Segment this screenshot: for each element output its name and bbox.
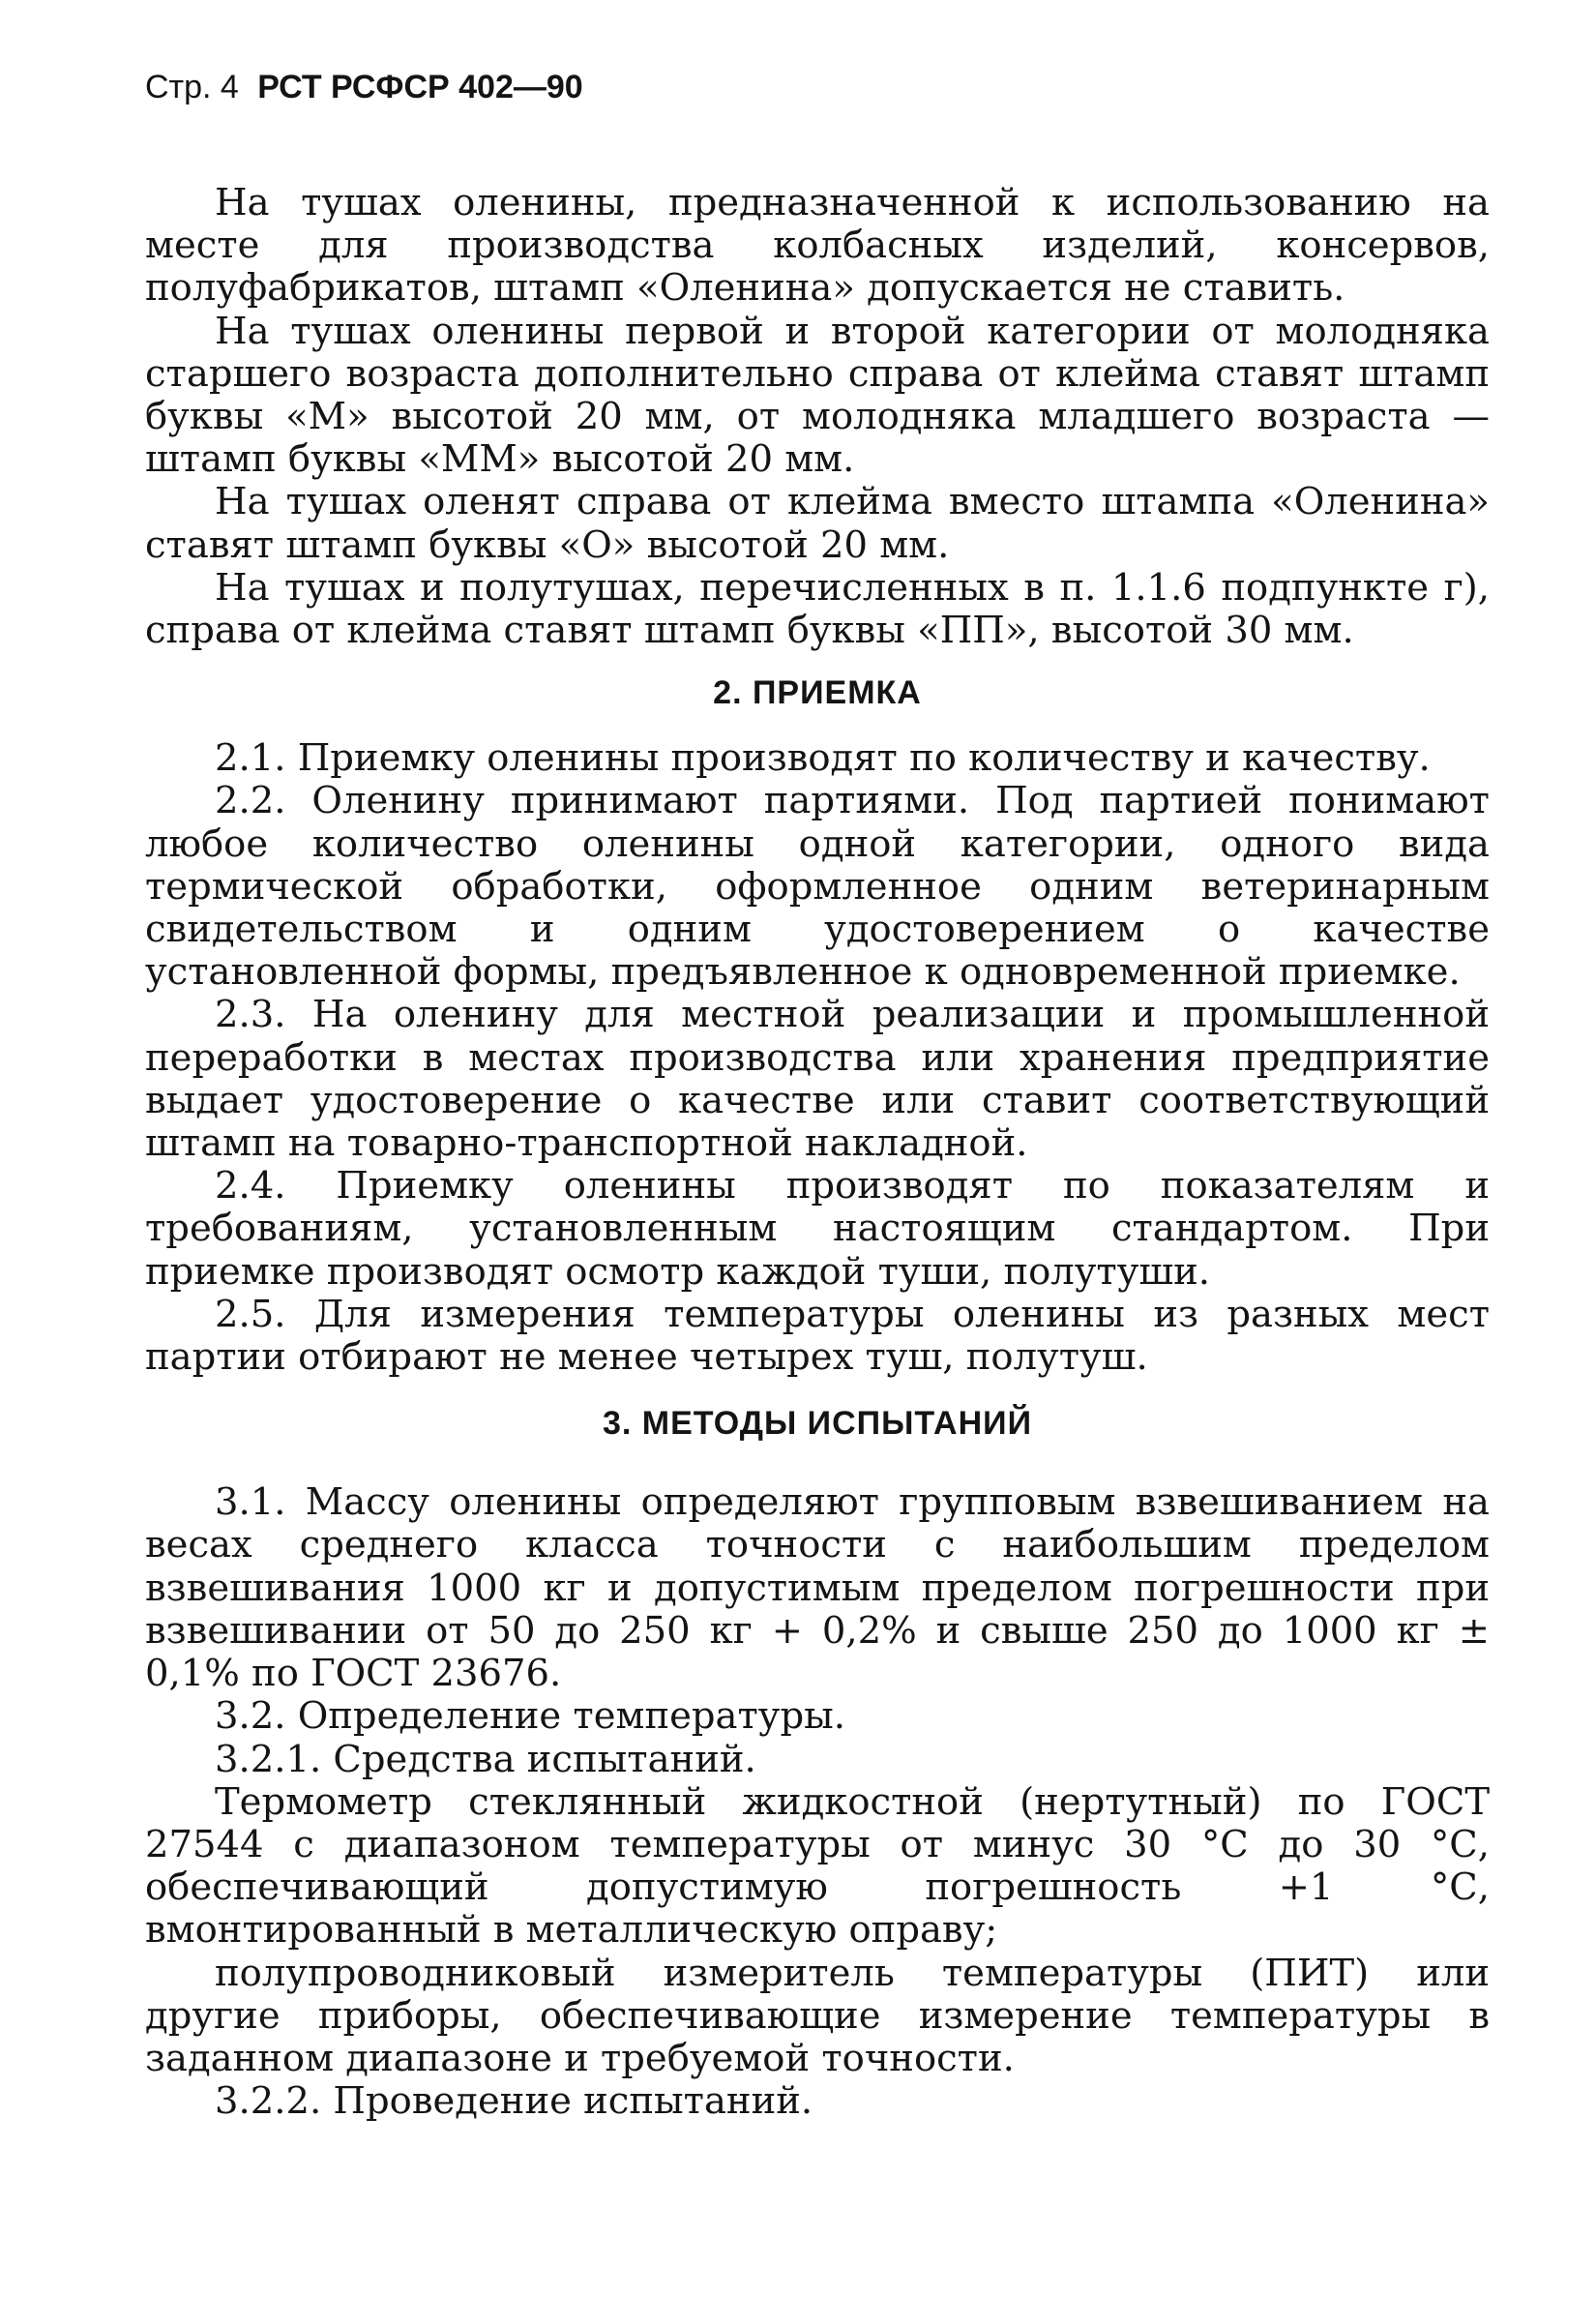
paragraph-deer-stamp-note: На тушах оленины, предназначенной к использованию на месте для производства колбасных изделий, консервов, полуфабрикатов, штамп «Оленина» допускается не ставить.	[145, 181, 1490, 311]
document-page	[145, 68, 1490, 2123]
intro-block	[145, 182, 1490, 652]
thermometer-description: Термометр стеклянный жидкостной (нертутный) по ГОСТ 27544 с диапазоном температуры от минус 30 °С до 30 °С, обеспечивающий допустимую погрешность +1 °С, вмонтированный в металлическую оправу;	[145, 1779, 1490, 1953]
section-2-title: 2. ПРИЕМКА	[713, 674, 922, 712]
clause-2-2: 2.2. Оленину принимают партиями. Под партией понимают любое количество оленины одной категории, одного вида термической обработки, оформленное одним ветеринарным свидетельством и одним удостоверением о качестве установленной формы, предъявленное к одновременной приемке.	[145, 779, 1490, 995]
section-3-body	[145, 1481, 1490, 2123]
clause-3-1: 3.1. Массу оленины определяют групповым взвешиванием на весах среднего класса точности с наибольшим пределом взвешивания 1000 кг и допустимым пределом погрешности при взвешивании от 50 до 250 кг + 0,2% и свыше 250 до 1000 кг ± 0,1% по ГОСТ 23676.	[145, 1480, 1490, 1696]
page-header	[145, 68, 1490, 106]
section-2-body	[145, 737, 1490, 1379]
paragraph-pp-stamp: На тушах и полутушах, перечисленных в п. 1.1.6 подпункте г), справа от клейма ставят штамп буквы «ПП», высотой 30 мм.	[145, 565, 1490, 653]
clause-2-5: 2.5. Для измерения температуры оленины из разных мест партии отбирают не менее четырех туш, полутуш.	[145, 1292, 1490, 1380]
clause-3-2-2: 3.2.2. Проведение испытаний.	[215, 2079, 813, 2124]
paragraph-young-stamp: На тушах оленины первой и второй категории от молодняка старшего возраста дополнительно справа от клейма ставят штамп буквы «М» высотой 20 мм, от молодняка младшего возраста — штамп буквы «ММ» высотой 20 мм.	[145, 309, 1490, 482]
page-number-label: Стр. 4	[145, 69, 239, 105]
clause-3-2: 3.2. Определение температуры.	[215, 1694, 845, 1739]
standard-number: РСТ РСФСР 402—90	[257, 69, 583, 105]
clause-2-1: 2.1. Приемку оленины производят по количеству и качеству.	[215, 736, 1431, 781]
clause-2-3: 2.3. На оленину для местной реализации и промышленной переработки в местах производства или хранения предприятие выдает удостоверение о качестве или ставит соответствующий штамп на товарно-транспортной накладной.	[145, 993, 1490, 1166]
clause-3-2-1: 3.2.1. Средства испытаний.	[215, 1737, 756, 1781]
clause-2-4: 2.4. Приемку оленины производят по показателям и требованиям, установленным настоящим стандартом. При приемке производят осмотр каждой туши, полутуши.	[145, 1164, 1490, 1294]
section-3-title: 3. МЕТОДЫ ИСПЫТАНИЙ	[603, 1405, 1032, 1443]
pit-description: полупроводниковый измеритель температуры (ПИТ) или другие приборы, обеспечивающие измерение температуры в заданном диапазоне и требуемой точности.	[145, 1951, 1490, 2080]
paragraph-fawn-stamp: На тушах оленят справа от клейма вместо штампа «Оленина» ставят штамп буквы «О» высотой 20 мм.	[145, 480, 1490, 567]
